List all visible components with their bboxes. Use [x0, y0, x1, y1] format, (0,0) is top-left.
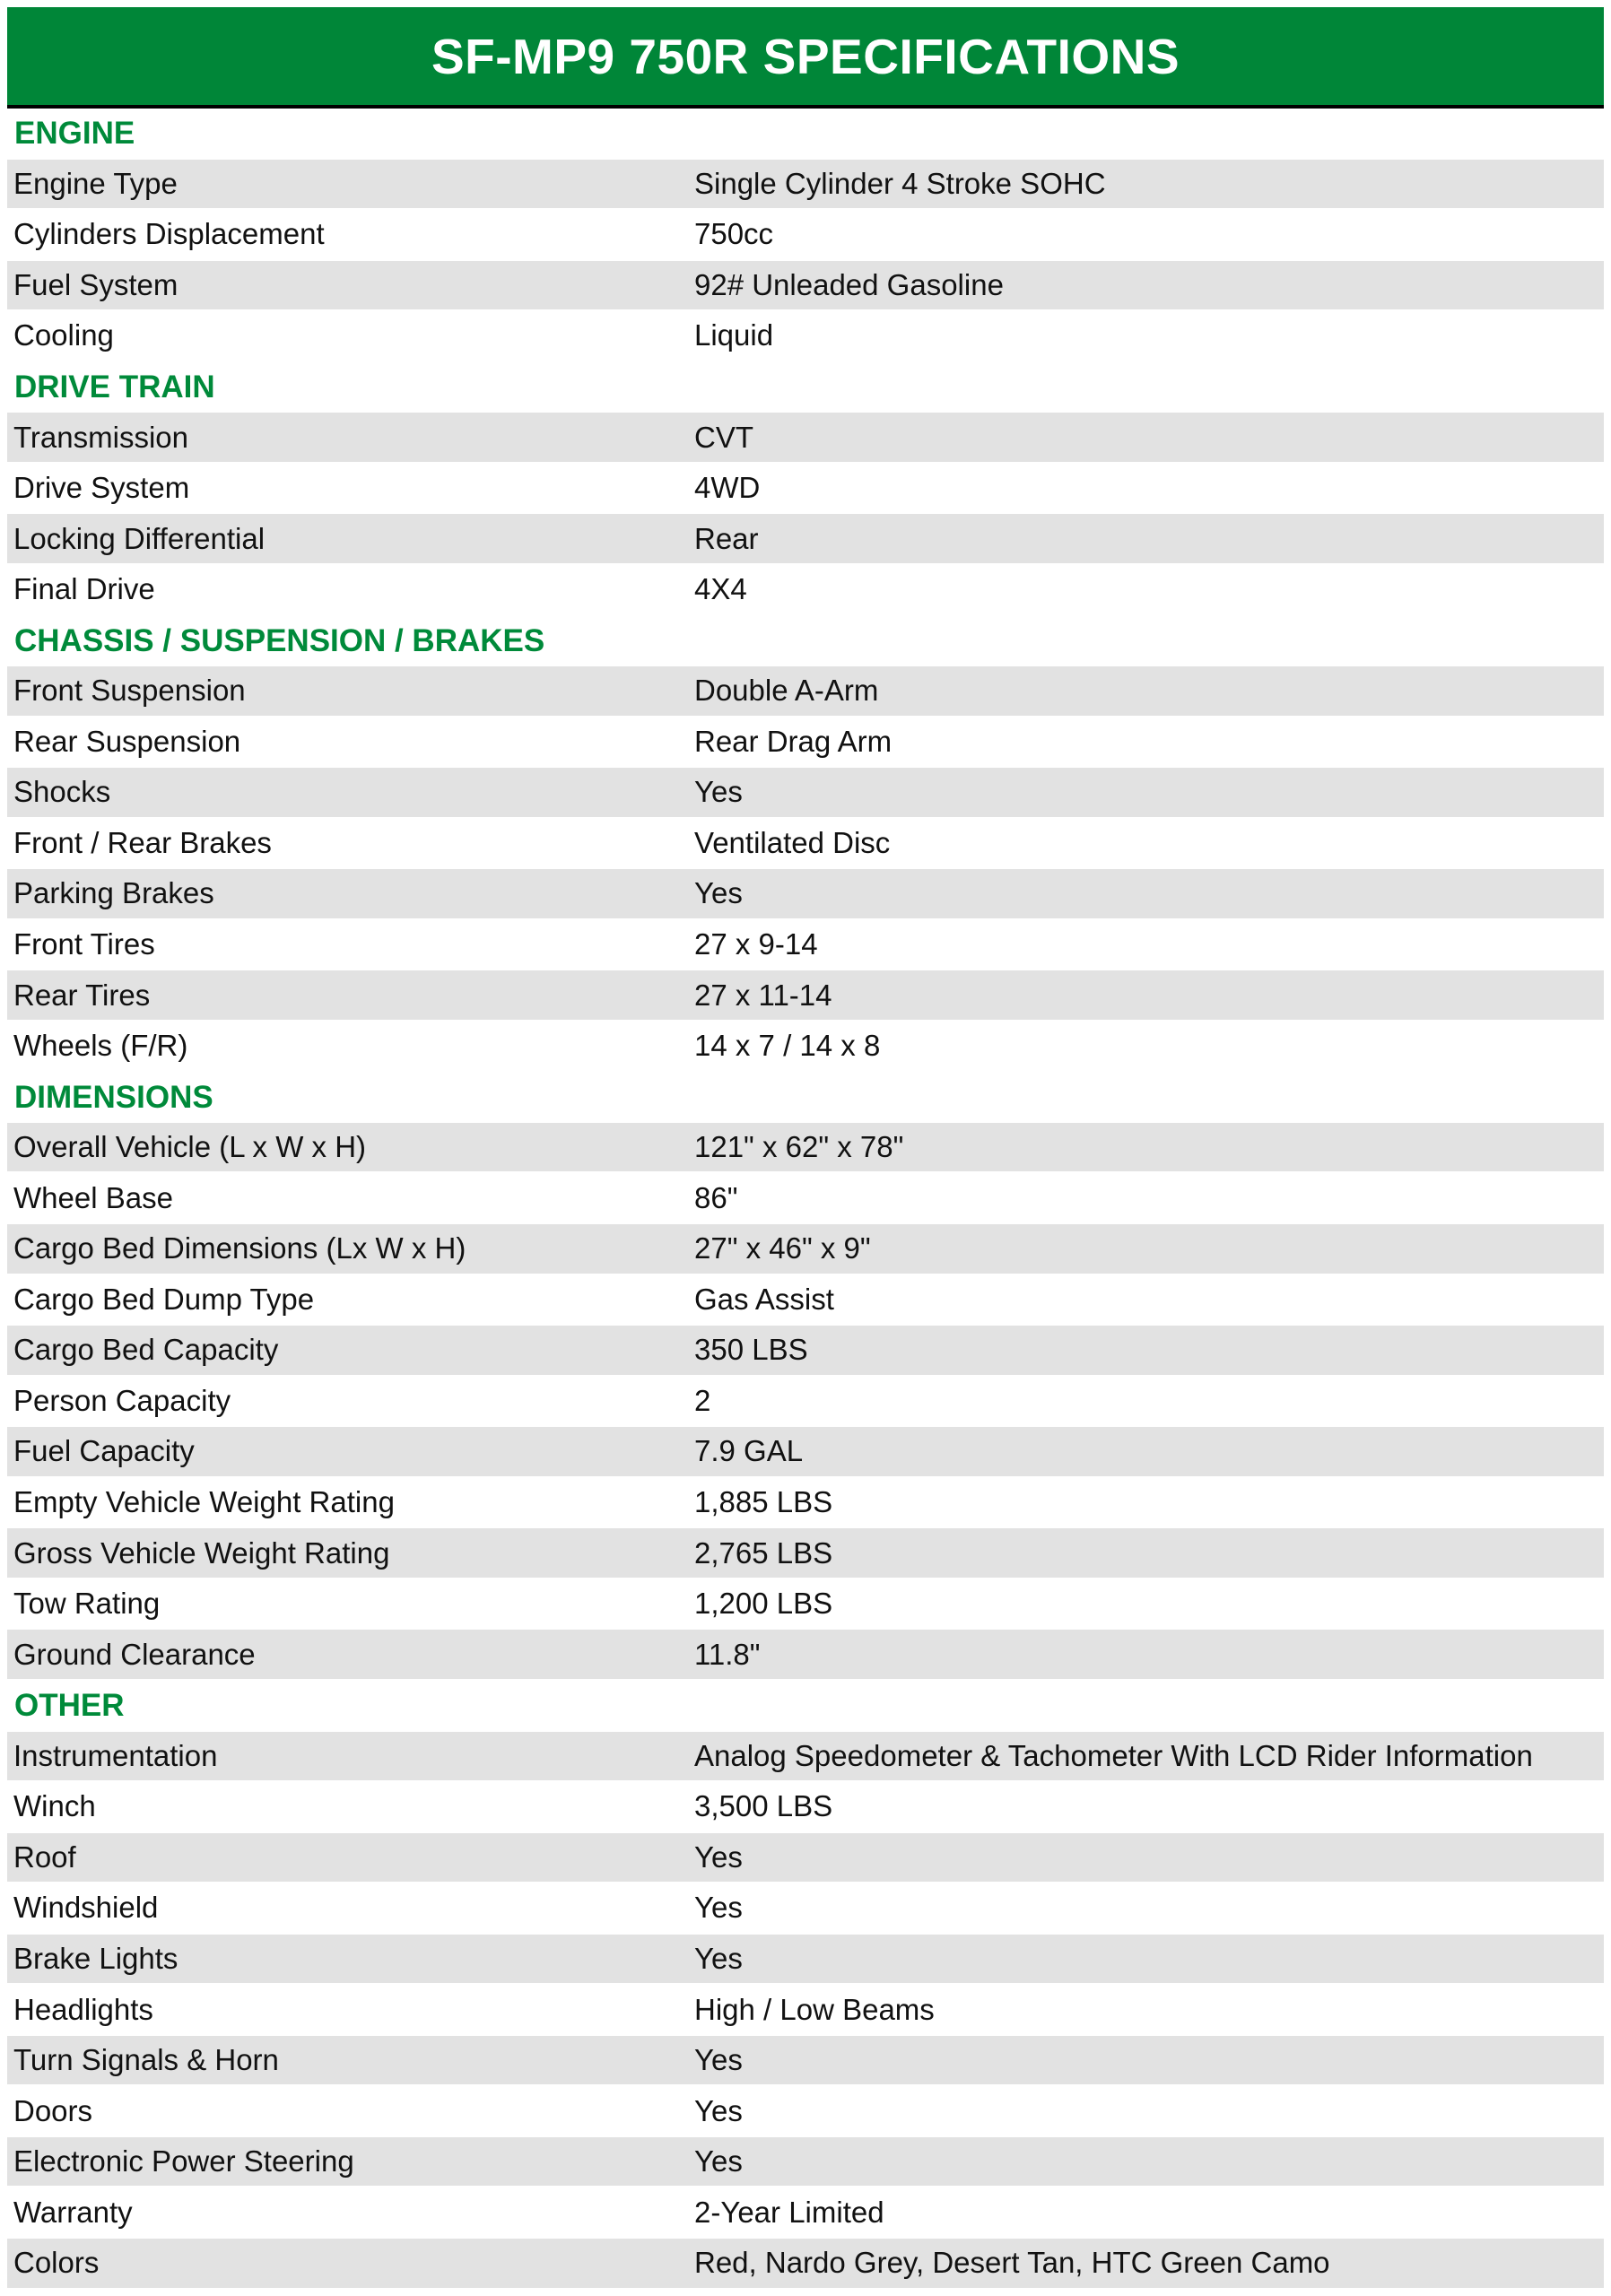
table-row: [7, 819, 1604, 870]
spec-value: 750cc: [694, 217, 774, 251]
spec-label: Ground Clearance: [13, 1637, 256, 1671]
page-title: SF-MP9 750R SPECIFICATIONS: [7, 7, 1604, 109]
table-row: [7, 718, 1604, 769]
spec-value: Gas Assist: [694, 1282, 834, 1316]
spec-label: Electronic Power Steering: [13, 2144, 354, 2179]
table-row: [7, 1732, 1604, 1783]
spec-label: Cargo Bed Dump Type: [13, 1282, 315, 1316]
spec-value: Yes: [694, 2043, 743, 2077]
spec-value: Yes: [694, 1891, 743, 1925]
section-heading: ENGINE: [7, 109, 1604, 160]
spec-table: [7, 109, 1604, 2290]
table-row: [7, 261, 1604, 312]
section-heading: DIMENSIONS: [7, 1072, 1604, 1123]
spec-value: Rear Drag Arm: [694, 724, 893, 758]
spec-label: Colors: [13, 2246, 100, 2280]
spec-label: Doors: [13, 2093, 93, 2127]
table-row: [7, 666, 1604, 718]
spec-label: Cargo Bed Capacity: [13, 1333, 279, 1367]
spec-value: Yes: [694, 1839, 743, 1874]
spec-label: Gross Vehicle Weight Rating: [13, 1535, 390, 1570]
spec-value: 350 LBS: [694, 1333, 808, 1367]
spec-label: Fuel System: [13, 267, 179, 301]
table-row: [7, 1935, 1604, 1986]
spec-value: Double A-Arm: [694, 674, 879, 708]
spec-label: Overall Vehicle (L x W x H): [13, 1130, 367, 1164]
spec-label: Locking Differential: [13, 521, 266, 555]
spec-label: Drive System: [13, 471, 190, 505]
spec-sheet: [7, 7, 1604, 2290]
spec-value: CVT: [694, 420, 753, 454]
spec-label: Transmission: [13, 420, 188, 454]
table-row: [7, 413, 1604, 464]
table-row: [7, 1275, 1604, 1326]
section-heading: OTHER: [7, 1681, 1604, 1732]
spec-label: Front / Rear Brakes: [13, 825, 272, 859]
spec-value: 7.9 GAL: [694, 1434, 804, 1468]
spec-value: 14 x 7 / 14 x 8: [694, 1029, 881, 1063]
spec-label: Final Drive: [13, 572, 155, 606]
table-row: [7, 1326, 1604, 1377]
spec-value: 4X4: [694, 572, 747, 606]
table-row: [7, 869, 1604, 920]
spec-label: Turn Signals & Horn: [13, 2043, 279, 2077]
spec-label: Front Tires: [13, 927, 155, 961]
section-heading: CHASSIS / SUSPENSION / BRAKES: [7, 615, 1604, 666]
spec-label: Shocks: [13, 775, 111, 809]
table-row: [7, 1478, 1604, 1529]
table-row: [7, 1782, 1604, 1833]
spec-label: Wheel Base: [13, 1180, 173, 1214]
spec-value: Yes: [694, 876, 743, 910]
spec-value: High / Low Beams: [694, 1992, 935, 2026]
spec-label: Person Capacity: [13, 1383, 231, 1417]
spec-value: 2,765 LBS: [694, 1535, 833, 1570]
spec-label: Tow Rating: [13, 1587, 161, 1621]
table-row: [7, 768, 1604, 819]
table-row: [7, 210, 1604, 261]
spec-label: Empty Vehicle Weight Rating: [13, 1485, 395, 1519]
table-row: [7, 2036, 1604, 2087]
table-row: [7, 2187, 1604, 2239]
table-row: [7, 1883, 1604, 1935]
spec-value: 11.8": [694, 1637, 761, 1671]
spec-value: Rear: [694, 521, 759, 555]
table-row: [7, 1377, 1604, 1428]
spec-value: Red, Nardo Grey, Desert Tan, HTC Green Camo: [694, 2246, 1330, 2280]
spec-label: Headlights: [13, 1992, 153, 2026]
spec-value: 92# Unleaded Gasoline: [694, 267, 1004, 301]
table-row: [7, 311, 1604, 362]
table-row: [7, 1528, 1604, 1579]
spec-label: Fuel Capacity: [13, 1434, 195, 1468]
section-heading: DRIVE TRAIN: [7, 362, 1604, 413]
spec-value: 121" x 62" x 78": [694, 1130, 904, 1164]
spec-label: Cooling: [13, 318, 114, 352]
table-row: [7, 2239, 1604, 2290]
spec-label: Roof: [13, 1839, 76, 1874]
table-row: [7, 1173, 1604, 1224]
spec-value: 3,500 LBS: [694, 1789, 833, 1823]
table-row: [7, 1985, 1604, 2036]
spec-label: Cylinders Displacement: [13, 217, 325, 251]
spec-label: Winch: [13, 1789, 96, 1823]
spec-value: Liquid: [694, 318, 774, 352]
table-row: [7, 1833, 1604, 1884]
spec-value: 1,885 LBS: [694, 1485, 833, 1519]
table-row: [7, 970, 1604, 1022]
spec-label: Parking Brakes: [13, 876, 214, 910]
spec-value: 2: [694, 1383, 711, 1417]
spec-label: Warranty: [13, 2195, 133, 2229]
spec-value: 27 x 9-14: [694, 927, 818, 961]
table-row: [7, 1427, 1604, 1478]
table-row: [7, 160, 1604, 211]
spec-label: Instrumentation: [13, 1738, 218, 1772]
spec-value: 2-Year Limited: [694, 2195, 884, 2229]
spec-value: 27 x 11-14: [694, 978, 832, 1012]
spec-value: 1,200 LBS: [694, 1587, 833, 1621]
table-row: [7, 1123, 1604, 1174]
spec-label: Rear Tires: [13, 978, 151, 1012]
table-row: [7, 2137, 1604, 2188]
spec-value: Ventilated Disc: [694, 825, 891, 859]
spec-label: Wheels (F/R): [13, 1029, 188, 1063]
spec-value: Yes: [694, 2093, 743, 2127]
spec-value: Yes: [694, 1941, 743, 1975]
table-row: [7, 1630, 1604, 1681]
table-row: [7, 1224, 1604, 1275]
table-row: [7, 565, 1604, 616]
spec-label: Windshield: [13, 1891, 159, 1925]
spec-label: Brake Lights: [13, 1941, 179, 1975]
spec-value: 27" x 46" x 9": [694, 1231, 871, 1265]
spec-value: Single Cylinder 4 Stroke SOHC: [694, 166, 1106, 200]
spec-value: Yes: [694, 2144, 743, 2179]
spec-value: 86": [694, 1180, 738, 1214]
spec-value: Yes: [694, 775, 743, 809]
table-row: [7, 2086, 1604, 2137]
table-row: [7, 1022, 1604, 1073]
spec-label: Engine Type: [13, 166, 178, 200]
table-row: [7, 464, 1604, 515]
spec-value: 4WD: [694, 471, 761, 505]
spec-label: Rear Suspension: [13, 724, 241, 758]
spec-value: Analog Speedometer & Tachometer With LCD Rider Information: [694, 1738, 1533, 1772]
spec-label: Front Suspension: [13, 674, 246, 708]
table-row: [7, 1579, 1604, 1631]
table-row: [7, 514, 1604, 565]
table-row: [7, 920, 1604, 971]
spec-label: Cargo Bed Dimensions (Lx W x H): [13, 1231, 466, 1265]
